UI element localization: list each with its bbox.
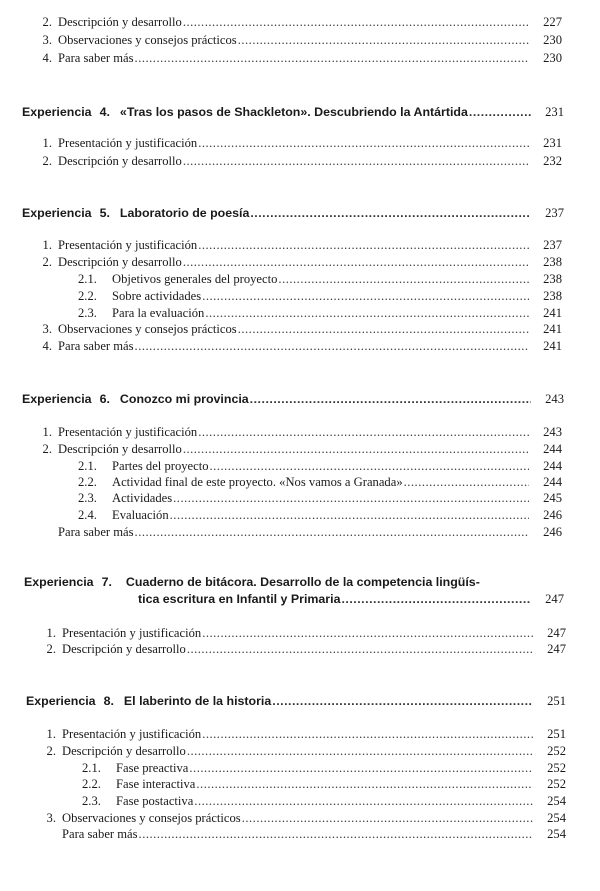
entry-title: Descripción y desarrollo — [58, 15, 182, 29]
subentry-number: 2.2. — [78, 289, 97, 303]
subentry-page: 252 — [547, 777, 566, 791]
entry-number: 2. — [42, 15, 52, 29]
toc-entry — [30, 135, 562, 151]
entry-title: Descripción y desarrollo — [58, 442, 182, 456]
experience-number: 6. — [99, 392, 110, 406]
entry-title: Presentación y justificación — [62, 727, 202, 741]
subentry-page: 245 — [543, 491, 562, 505]
experience-page: 243 — [545, 392, 564, 406]
entry-number: 2. — [42, 154, 52, 168]
toc-subentry — [78, 507, 562, 523]
experience-heading — [22, 205, 564, 222]
subentry-page: 246 — [543, 508, 562, 522]
toc-entry — [34, 810, 566, 826]
entry-page: 227 — [543, 15, 562, 29]
entry-number: 2. — [46, 642, 56, 656]
entry-number: 2. — [46, 744, 56, 758]
entry-page: 230 — [543, 33, 562, 47]
entry-number: 4. — [42, 339, 52, 353]
entry-title: Presentación y justificación — [58, 136, 198, 150]
toc-entry — [30, 338, 562, 354]
entry-title: Descripción y desarrollo — [62, 744, 186, 758]
entry-page: 251 — [547, 727, 566, 741]
subentry-number: 2.2. — [82, 777, 101, 791]
subentry-title: Fase preactiva — [116, 761, 189, 775]
experience-title: Conozco mi provincia — [119, 392, 249, 406]
entry-page: 232 — [543, 154, 562, 168]
entry-title: Observaciones y consejos prácticos — [58, 33, 237, 47]
subentry-page: 238 — [543, 272, 562, 286]
toc-entry — [30, 14, 562, 30]
toc-entry — [30, 321, 562, 337]
subentry-title: Fase interactiva — [116, 777, 196, 791]
entry-page: 254 — [547, 827, 566, 841]
toc-entry — [58, 524, 562, 540]
toc-entry — [34, 641, 566, 657]
subentry-title: Partes del proyecto — [112, 459, 209, 473]
toc-entry — [30, 424, 562, 440]
toc-subentry — [78, 288, 562, 304]
toc-subentry — [78, 458, 562, 474]
toc-entry — [34, 625, 566, 641]
entry-title: Descripción y desarrollo — [58, 255, 182, 269]
experience-heading — [22, 104, 564, 121]
entry-number: 2. — [42, 442, 52, 456]
toc-entry — [30, 237, 562, 253]
experience-page: 231 — [545, 105, 564, 119]
subentry-number: 2.2. — [78, 475, 97, 489]
toc-entry — [62, 826, 566, 842]
toc-subentry — [78, 490, 562, 506]
experience-title: «Tras los pasos de Shackleton». Descubriendo la Antártida — [119, 105, 468, 119]
experience-label: Experiencia — [22, 392, 92, 406]
toc-subentry — [82, 793, 566, 809]
entry-title: Presentación y justificación — [62, 626, 202, 640]
entry-title: Observaciones y consejos prácticos — [62, 811, 241, 825]
subentry-page: 241 — [543, 306, 562, 320]
subentry-number: 2.3. — [78, 491, 97, 505]
experience-number: 7. — [101, 575, 112, 589]
entry-title: Observaciones y consejos prácticos — [58, 322, 237, 336]
subentry-page: 244 — [543, 475, 562, 489]
experience-heading — [22, 391, 564, 408]
subentry-number: 2.1. — [82, 761, 101, 775]
entry-page: 241 — [543, 322, 562, 336]
entry-number: 4. — [42, 51, 52, 65]
entry-page: 243 — [543, 425, 562, 439]
entry-number: 1. — [46, 727, 56, 741]
subentry-title: Objetivos generales del proyecto — [112, 272, 278, 286]
entry-number: 1. — [42, 136, 52, 150]
subentry-title: Actividad final de este proyecto. «Nos vamos a Granada» — [112, 475, 403, 489]
entry-number: 2. — [42, 255, 52, 269]
entry-page: 254 — [547, 811, 566, 825]
entry-number: 3. — [46, 811, 56, 825]
entry-page: 231 — [543, 136, 562, 150]
experience-number: 8. — [103, 694, 114, 708]
entry-page: 244 — [543, 442, 562, 456]
entry-number: 1. — [46, 626, 56, 640]
experience-title-line-1: Cuaderno de bitácora. Desarrollo de la competencia lingüís- — [125, 575, 480, 589]
subentry-title: Evaluación — [112, 508, 169, 522]
entry-title: Para saber más — [58, 525, 134, 539]
toc-subentry — [78, 305, 562, 321]
entry-number: 3. — [42, 33, 52, 47]
subentry-page: 252 — [547, 761, 566, 775]
subentry-number: 2.3. — [78, 306, 97, 320]
experience-page: 247 — [545, 592, 564, 606]
toc-subentry — [78, 271, 562, 287]
entry-page: 246 — [543, 525, 562, 539]
subentry-page: 244 — [543, 459, 562, 473]
entry-page: 247 — [547, 642, 566, 656]
entry-title: Presentación y justificación — [58, 238, 198, 252]
experience-title-line-2: tica escritura en Infantil y Primaria — [138, 592, 341, 606]
entry-number: 1. — [42, 238, 52, 252]
toc-subentry — [82, 760, 566, 776]
entry-number: 1. — [42, 425, 52, 439]
subentry-number: 2.3. — [82, 794, 101, 808]
experience-page: 251 — [547, 694, 566, 708]
toc-entry — [30, 32, 562, 48]
entry-page: 238 — [543, 255, 562, 269]
experience-number: 4. — [99, 105, 110, 119]
toc-entry — [34, 743, 566, 759]
subentry-title: Sobre actividades — [112, 289, 202, 303]
toc-subentry — [78, 474, 562, 490]
entry-title: Presentación y justificación — [58, 425, 198, 439]
experience-page: 237 — [545, 206, 564, 220]
experience-title: El laberinto de la historia — [123, 694, 272, 708]
entry-page: 230 — [543, 51, 562, 65]
toc-entry — [34, 726, 566, 742]
toc-entry — [30, 153, 562, 169]
entry-title: Descripción y desarrollo — [58, 154, 182, 168]
experience-label: Experiencia — [24, 575, 94, 589]
toc-entry — [30, 254, 562, 270]
entry-page: 247 — [547, 626, 566, 640]
experience-label: Experiencia — [26, 694, 96, 708]
experience-number: 5. — [99, 206, 110, 220]
entry-title: Para saber más — [58, 51, 134, 65]
entry-number: 3. — [42, 322, 52, 336]
entry-page: 237 — [543, 238, 562, 252]
experience-heading — [26, 693, 566, 710]
subentry-page: 254 — [547, 794, 566, 808]
experience-heading — [24, 574, 564, 591]
entry-title: Descripción y desarrollo — [62, 642, 186, 656]
subentry-number: 2.1. — [78, 459, 97, 473]
entry-title: Para saber más — [62, 827, 138, 841]
subentry-number: 2.1. — [78, 272, 97, 286]
experience-label: Experiencia — [22, 105, 92, 119]
entry-page: 241 — [543, 339, 562, 353]
subentry-title: Fase postactiva — [116, 794, 194, 808]
subentry-title: Actividades — [112, 491, 173, 505]
toc-entry — [30, 50, 562, 66]
entry-page: 252 — [547, 744, 566, 758]
subentry-title: Para la evaluación — [112, 306, 205, 320]
experience-label: Experiencia — [22, 206, 92, 220]
entry-title: Para saber más — [58, 339, 134, 353]
experience-title: Laboratorio de poesía — [119, 206, 250, 220]
subentry-page: 238 — [543, 289, 562, 303]
subentry-number: 2.4. — [78, 508, 97, 522]
toc-entry — [30, 441, 562, 457]
experience-heading-continuation — [138, 591, 564, 608]
toc-subentry — [82, 776, 566, 792]
